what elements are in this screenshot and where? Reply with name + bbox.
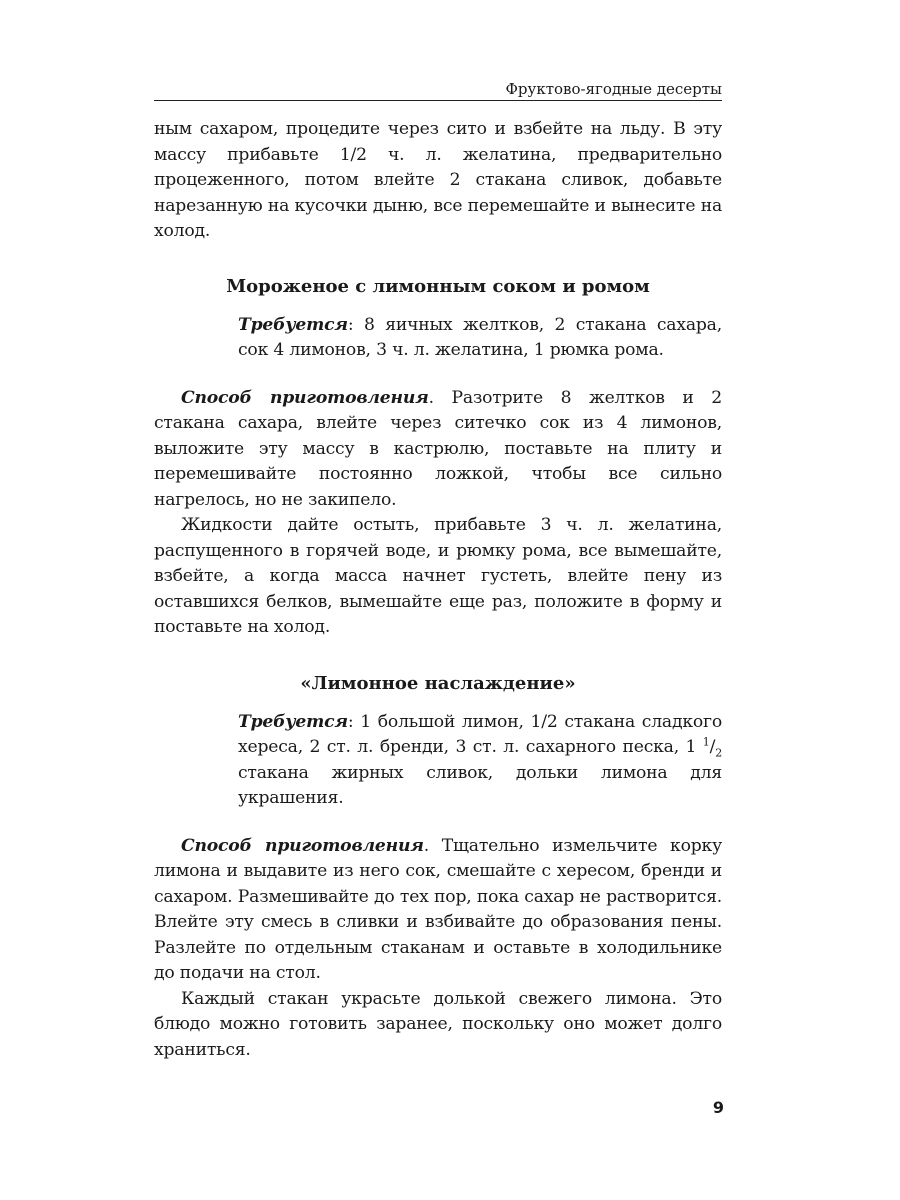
fraction-denominator: 2 [715,746,722,760]
recipe1-ingredients [238,313,722,364]
page-number: 9 [712,1098,724,1117]
recipe2-method-text: . Тщательно измельчите корку лимона и выдавите из него сок, смешайте с хересом, бренди и сахаром. Размешивайте до тех пор, пока сахар не растворится. Влейте эту смесь в сливки и взбивайте до образования пены. Разлейте по отдельным стаканам и оставьте в холодильнике до подачи на стол. [154,835,722,983]
recipe2-paragraph: Каждый стакан украсьте долькой свежего лимона. Это блюдо можно готовить заранее, поскольку оно может долго храниться. [154,988,722,1060]
recipe1-ingredients-text: : 8 яичных желтков, 2 стакана сахара, сок 4 лимонов, 3 ч. л. желатина, 1 рюмка рома. [238,314,722,360]
intro-paragraph: ным сахаром, процедите через сито и взбейте на льду. В эту массу прибавьте 1/2 ч. л. желатина, предварительно процеженного, потом влейте 2 стакана сливок, добавьте нарезанную на кусочки дыню, все перемешайте и вынесите на холод. [154,119,722,241]
recipe2-ingredients [238,710,722,812]
running-head: Фруктово-ягодные десерты [154,80,722,101]
recipe1-paragraph: Жидкости дайте остыть, прибавьте 3 ч. л. желатина, распущенного в горячей воде, и рюмку рома, все вымешайте, взбейте, а когда масса начнет густеть, влейте пену из оставшихся белков, вымешайте еще раз, положите в форму и поставьте на холод. [154,515,722,637]
recipe1-method [154,386,722,514]
recipe2-method-label: Способ приготовления [181,835,424,856]
recipe-title-lemon-ice-cream: Мороженое с лимонным соком и ромом [226,275,650,297]
fraction-numerator: 1 [702,735,710,749]
fraction-slash: / [709,737,716,757]
recipe2-ingredients-text-a: : 1 большой лимон, 1/2 стакана сладкого хереса, 2 ст. л. бренди, 3 ст. л. сахарного песка, 1 [238,711,722,757]
recipe1-method-text: . Разотрите 8 желтков и 2 стакана сахара, влейте через ситечко сок из 4 лимонов, выложите эту массу в кастрюлю, поставьте на плиту и перемешивайте постоянно ложкой, чтобы все сильно нагрелось, но не закипело. [154,387,723,510]
recipe1-method-label: Способ приготовления [181,387,429,408]
recipe-title-lemon-delight: «Лимонное наслаждение» [300,672,576,694]
recipe2-method [154,834,722,987]
fraction [702,735,722,760]
recipe2-ingredients-label: Требуется [238,711,348,732]
recipe1-ingredients-label: Требуется [238,314,348,335]
text-column [154,117,722,1063]
recipe2-ingredients-text-b: стакана жирных сливок, дольки лимона для украшения. [238,762,722,808]
